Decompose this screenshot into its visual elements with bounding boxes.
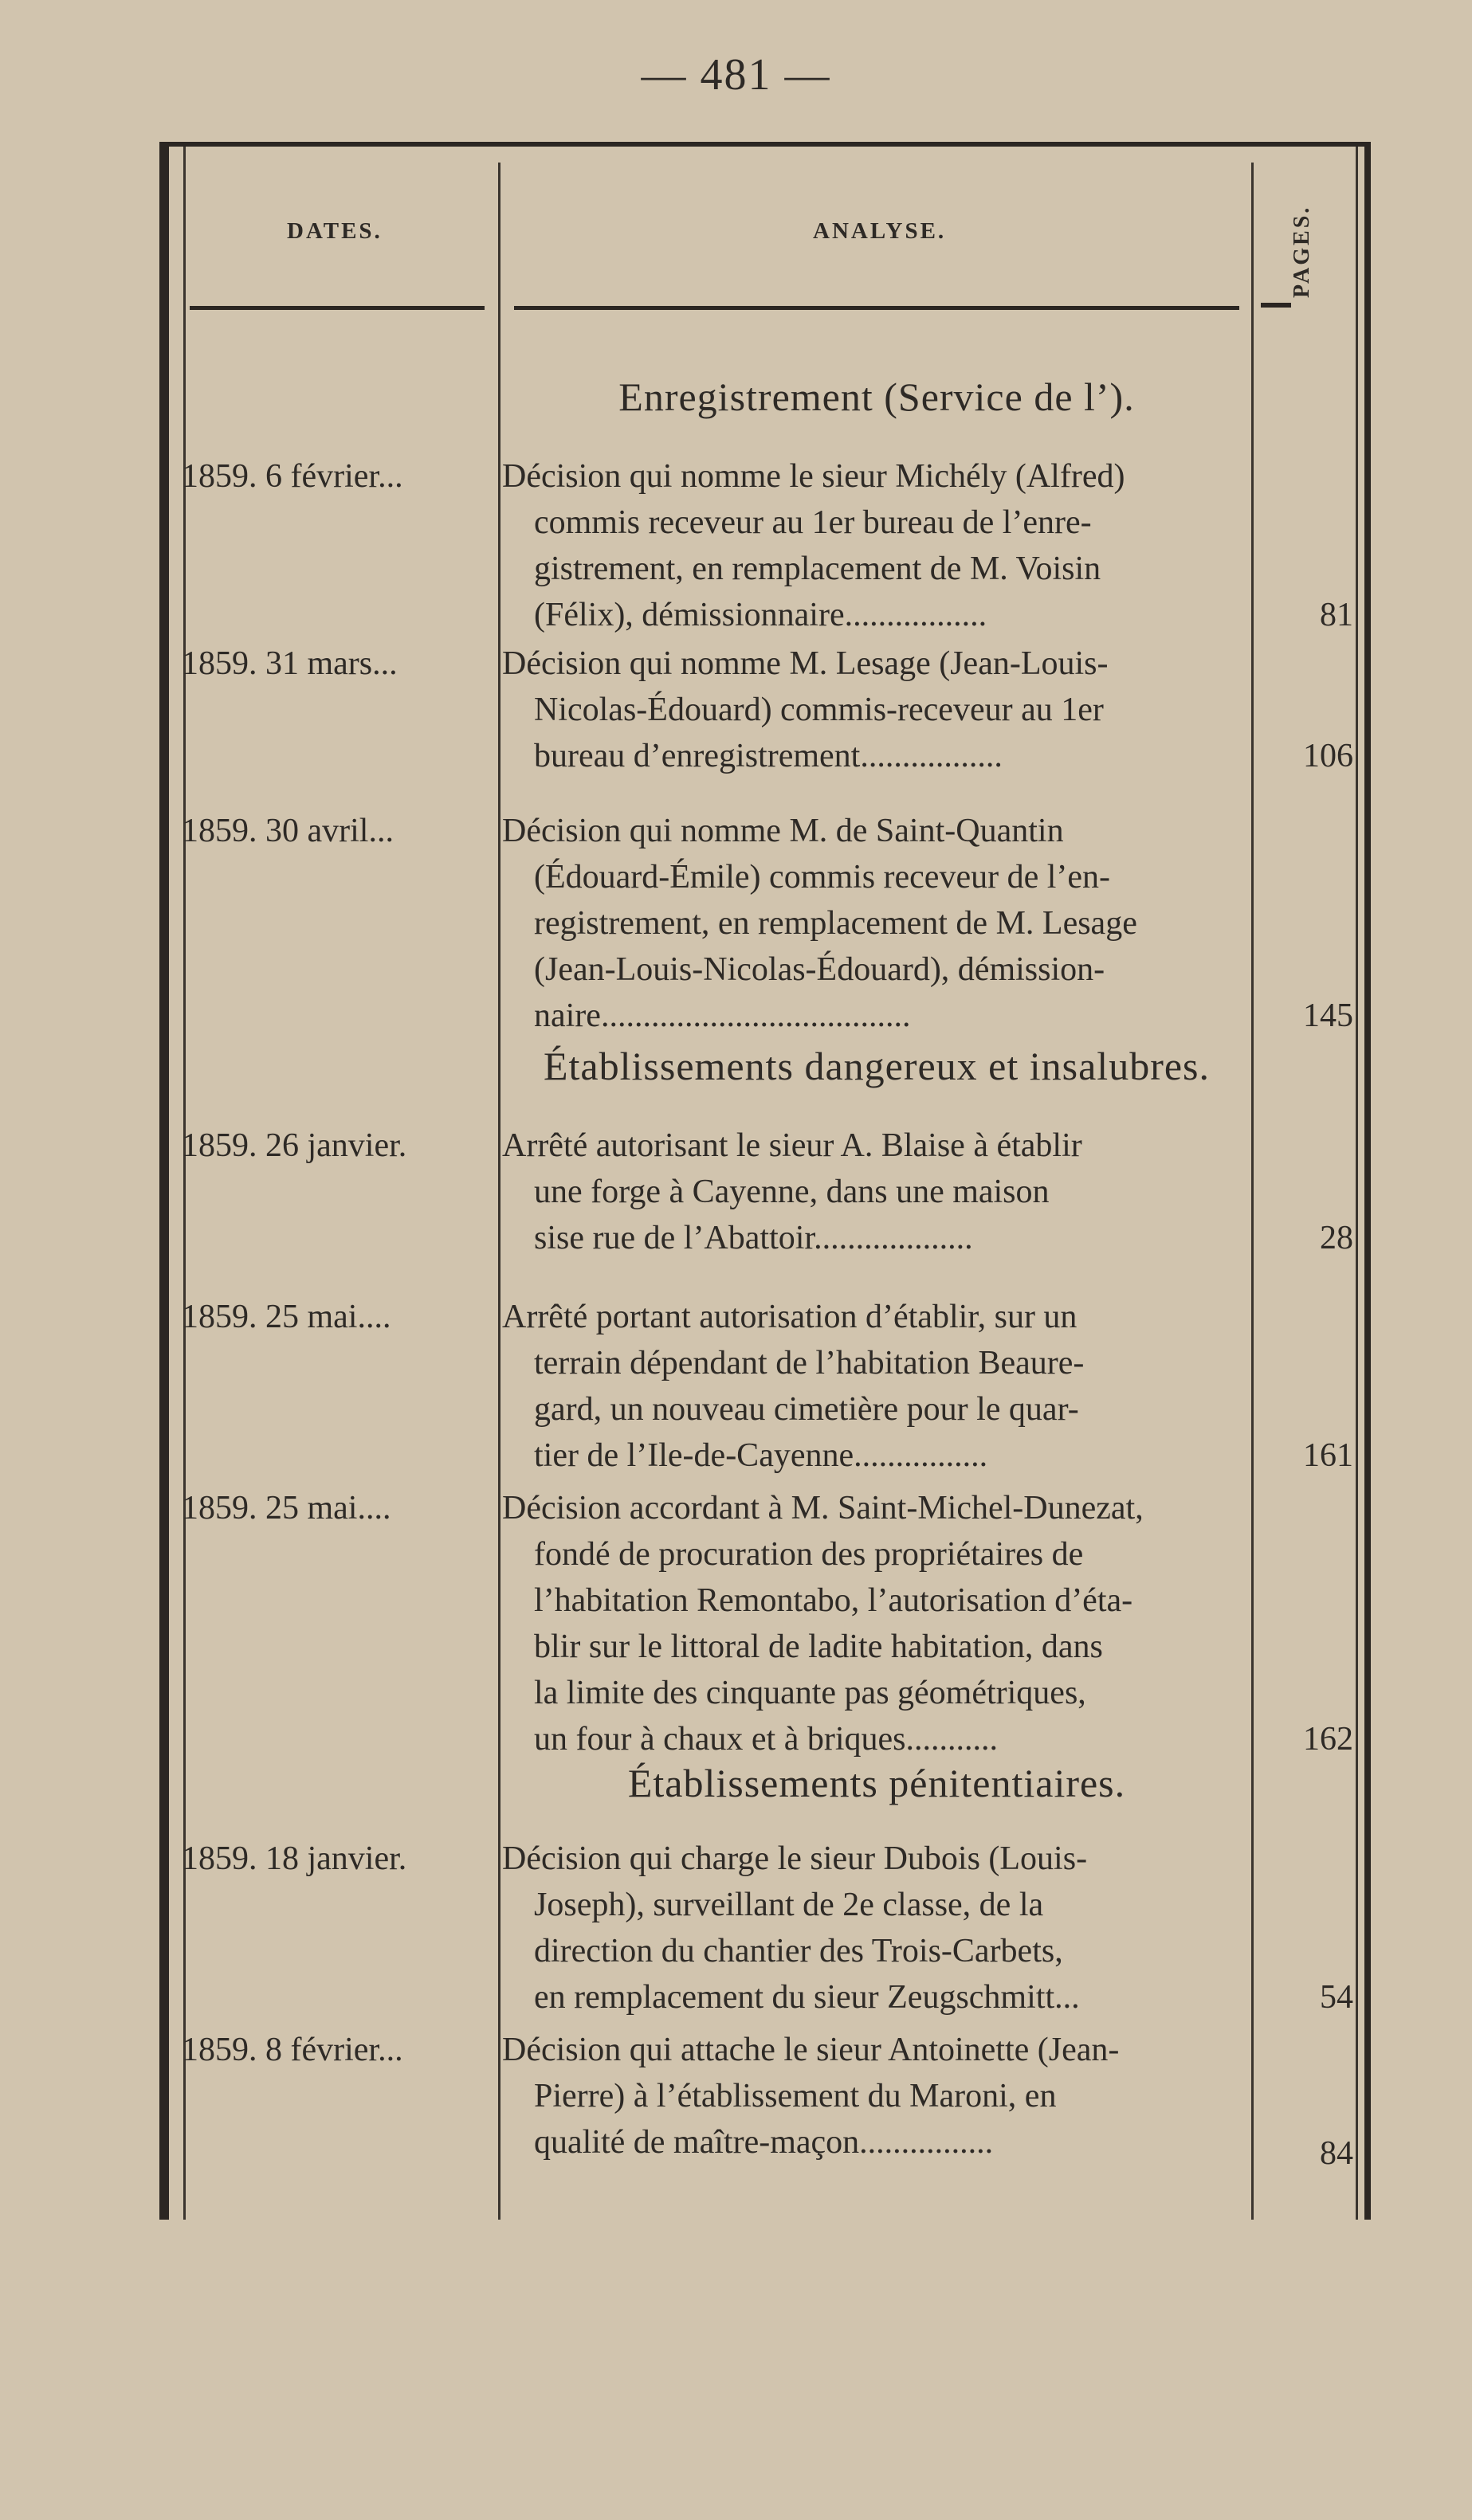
entry-line: une forge à Cayenne, dans une maison	[534, 1174, 1050, 1210]
entry-page: 162	[1303, 1721, 1353, 1758]
entry-date: 1859. 6 février...	[182, 458, 403, 495]
entry-line: blir sur le littoral de ladite habitation, dans	[534, 1628, 1103, 1665]
header-rule-pages	[1261, 303, 1291, 308]
entry-text	[502, 641, 1255, 779]
entry-line: Décision accordant à M. Saint-Michel-Dunezat,	[502, 1490, 1144, 1527]
entry-line: gistrement, en remplacement de M. Voisin	[534, 551, 1101, 587]
table-right-border	[1364, 147, 1371, 2220]
entry-line: direction du chantier des Trois-Carbets,	[534, 1933, 1063, 1969]
entry-line: qualité de maître-maçon................	[534, 2124, 994, 2161]
entry-line: un four à chaux et à briques...........	[534, 1721, 998, 1758]
entry-date: 1859. 8 février...	[182, 2032, 403, 2068]
entry-page: 106	[1303, 738, 1353, 774]
header-dates: DATES.	[287, 218, 383, 244]
entry-line: bureau d’enregistrement.................	[534, 738, 1003, 774]
page-number: — 481 —	[641, 50, 831, 100]
entry-date: 1859. 31 mars...	[182, 645, 398, 682]
entry-line: sise rue de l’Abattoir...................	[534, 1220, 973, 1256]
entry-line: (Édouard-Émile) commis receveur de l’en-	[534, 859, 1111, 896]
entry-page: 84	[1320, 2135, 1353, 2172]
table-right-inner-border	[1356, 147, 1358, 2220]
entry-line: naire.....................................	[534, 997, 911, 1034]
entry-line: registrement, en remplacement de M. Lesage	[534, 905, 1137, 942]
entry-page: 28	[1320, 1220, 1353, 1256]
entry-line: Décision qui nomme le sieur Michély (Alfred)	[502, 458, 1125, 495]
entry-text	[502, 1294, 1255, 1479]
entry-date: 1859. 30 avril...	[182, 813, 394, 849]
entry-line: Décision qui nomme M. de Saint-Quantin	[502, 813, 1064, 849]
entry-text	[502, 808, 1255, 1039]
entry-line: Décision qui nomme M. Lesage (Jean-Louis-	[502, 645, 1109, 682]
header-analyse: ANALYSE.	[813, 218, 947, 244]
entry-page: 145	[1303, 997, 1353, 1034]
table-left-border	[159, 147, 169, 2220]
entry-line: Arrêté autorisant le sieur A. Blaise à établir	[502, 1127, 1082, 1164]
entry-page: 81	[1320, 597, 1353, 633]
entry-line: (Jean-Louis-Nicolas-Édouard), démission-	[534, 951, 1105, 988]
header-rule-dates	[190, 306, 485, 310]
entry-line: fondé de procuration des propriétaires de	[534, 1536, 1084, 1573]
index-table	[159, 142, 1371, 2220]
entry-line: Décision qui attache le sieur Antoinette (Jean-	[502, 2032, 1120, 2068]
entry-line: Pierre) à l’établissement du Maroni, en	[534, 2078, 1057, 2114]
entry-line: Arrêté portant autorisation d’établir, sur un	[502, 1299, 1078, 1335]
entry-text	[502, 453, 1255, 638]
entry-date: 1859. 18 janvier.	[182, 1840, 407, 1877]
entry-page: 54	[1320, 1979, 1353, 2016]
entry-text	[502, 2027, 1255, 2165]
entry-date: 1859. 26 janvier.	[182, 1127, 407, 1164]
entry-line: Nicolas-Édouard) commis-receveur au 1er	[534, 692, 1104, 728]
entry-date: 1859. 25 mai....	[182, 1299, 391, 1335]
section-title: Établissements dangereux et insalubres.	[544, 1044, 1210, 1088]
header-pages: PAGES.	[1289, 205, 1314, 298]
entry-line: en remplacement du sieur Zeugschmitt...	[534, 1979, 1080, 2016]
entry-line: (Félix), démissionnaire.................	[534, 597, 987, 633]
entry-line: commis receveur au 1er bureau de l’enre-	[534, 504, 1092, 541]
entry-text	[502, 1485, 1255, 1762]
entry-line: terrain dépendant de l’habitation Beaure-	[534, 1345, 1085, 1381]
entry-line: Décision qui charge le sieur Dubois (Louis-	[502, 1840, 1088, 1877]
entry-line: gard, un nouveau cimetière pour le quar-	[534, 1391, 1079, 1428]
entry-text	[502, 1836, 1255, 2020]
entry-text	[502, 1123, 1255, 1261]
entry-line: Joseph), surveillant de 2e classe, de la	[534, 1887, 1044, 1923]
entry-line: tier de l’Ile-de-Cayenne................	[534, 1437, 988, 1474]
entry-line: l’habitation Remontabo, l’autorisation d’éta-	[534, 1582, 1133, 1619]
section-title: Établissements pénitentiaires.	[627, 1761, 1126, 1805]
entry-date: 1859. 25 mai....	[182, 1490, 391, 1527]
entry-page: 161	[1303, 1437, 1353, 1474]
header-rule-analyse	[514, 306, 1239, 310]
entry-line: la limite des cinquante pas géométriques,	[534, 1675, 1086, 1711]
section-title: Enregistrement (Service de l’).	[618, 374, 1135, 419]
